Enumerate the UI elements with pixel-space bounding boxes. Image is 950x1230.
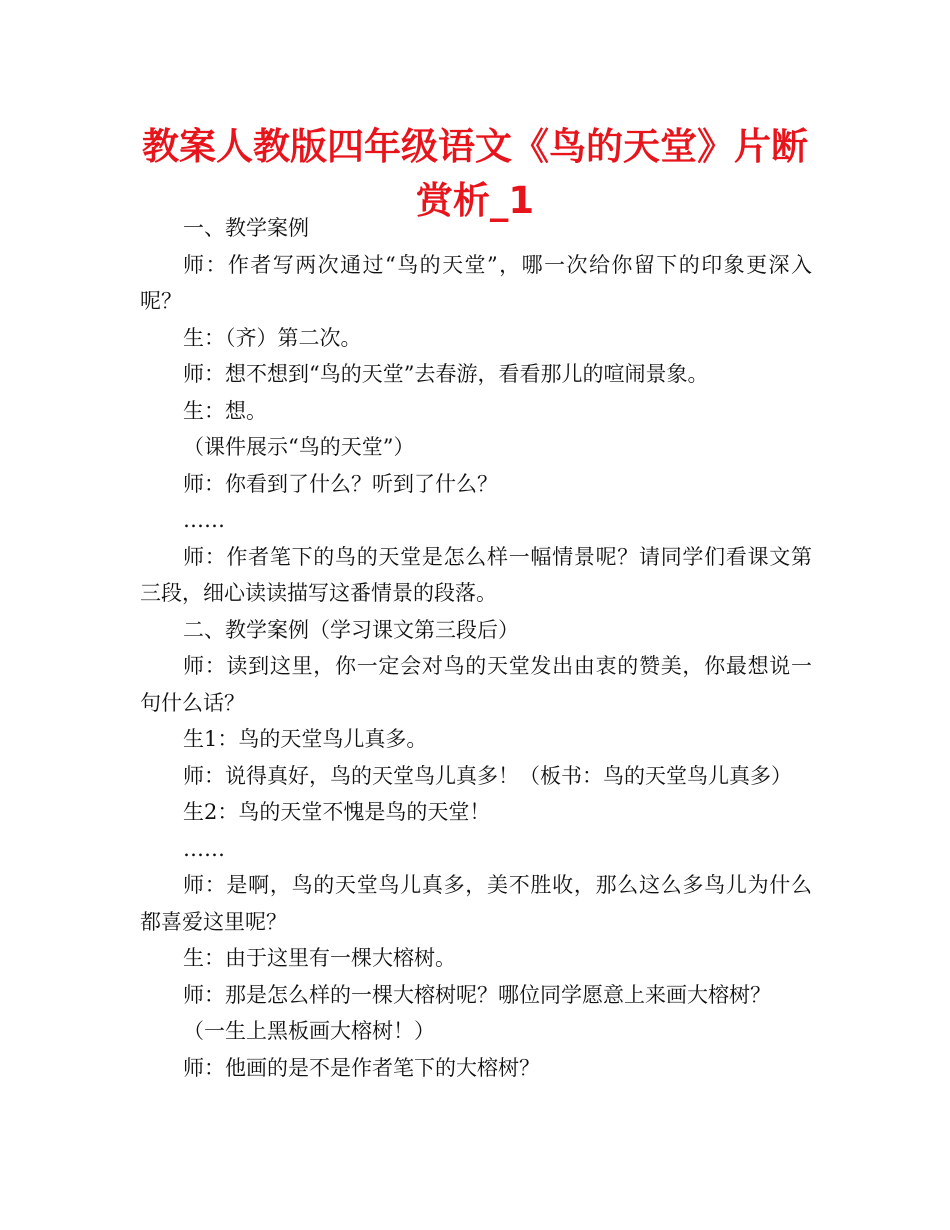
ellipsis-paragraph: …… xyxy=(183,508,225,532)
paragraph: 生2：鸟的天堂不愧是鸟的天堂！ xyxy=(183,800,491,824)
paragraph: 生1：鸟的天堂鸟儿真多。 xyxy=(183,727,428,751)
paragraph: （课件展示“鸟的天堂”） xyxy=(183,435,415,459)
paragraph: 师：想不想到“鸟的天堂”去春游，看看那儿的喧闹景象。 xyxy=(183,362,709,386)
paragraph: 师：作者笔下的鸟的天堂是怎么样一幅情景呢？请同学们看课文第三段，细心读读描写这番情景的段落。 xyxy=(140,544,812,605)
paragraph: 师：是啊，鸟的天堂鸟儿真多，美不胜收，那么这么多鸟儿为什么都喜爱这里呢？ xyxy=(140,873,812,934)
paragraph: 师：作者写两次通过“鸟的天堂”，哪一次给你留下的印象更深入呢？ xyxy=(140,252,812,313)
paragraph: （一生上黑板画大榕树！） xyxy=(183,1019,435,1043)
document-body xyxy=(140,210,812,1086)
ellipsis-paragraph: …… xyxy=(183,836,225,861)
paragraph: 一、教学案例 xyxy=(183,216,309,240)
paragraph: 师：那是怎么样的一棵大榕树呢？哪位同学愿意上来画大榕树？ xyxy=(183,982,771,1007)
section-heading: 二、教学案例（学习课文第三段后） xyxy=(183,617,519,642)
paragraph: 师：你看到了什么？听到了什么？ xyxy=(183,471,498,496)
document-title: 教案人教版四年级语文《鸟的天堂》片断赏析_1 xyxy=(142,125,808,222)
paragraph: 师：读到这里，你一定会对鸟的天堂发出由衷的赞美，你最想说一句什么话？ xyxy=(140,654,812,715)
paragraph: 师：说得真好，鸟的天堂鸟儿真多！（板书：鸟的天堂鸟儿真多） xyxy=(183,763,792,788)
paragraph: 生：由于这里有一棵大榕树。 xyxy=(183,946,456,970)
paragraph: 师：他画的是不是作者笔下的大榕树？ xyxy=(183,1055,540,1080)
paragraph: 生：想。 xyxy=(183,398,267,423)
paragraph: 生：（齐）第二次。 xyxy=(183,325,362,350)
